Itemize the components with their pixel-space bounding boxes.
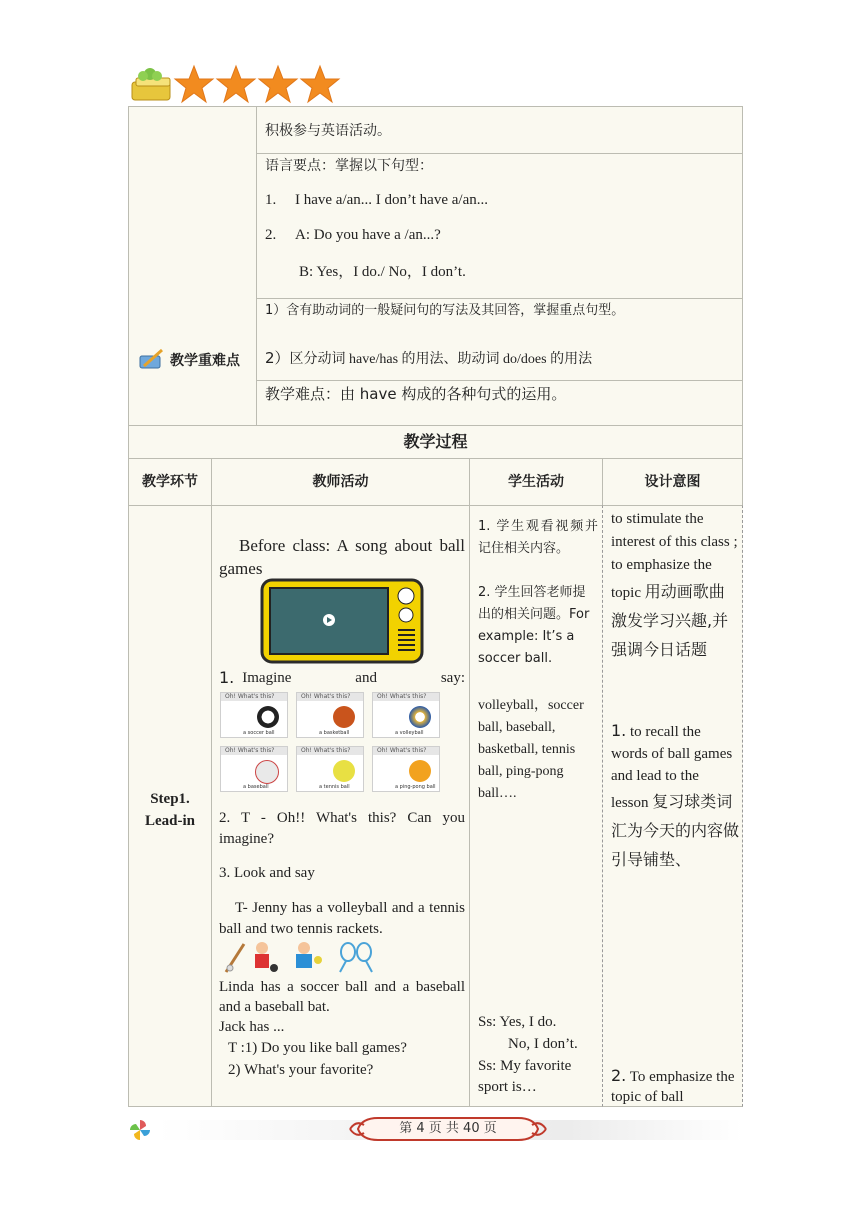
col-header-step (128, 458, 212, 506)
key-point-2-text: 区分动词 have/has 的用法、助动词 do/does 的用法 (289, 352, 593, 367)
basketball-icon (333, 706, 355, 728)
key-points-cell (256, 298, 743, 381)
student-item-1: 1. 学生观看视频并记住相关内容。 (478, 519, 598, 556)
jenny-text: T- Jenny has a volleyball and a tennis ball and two tennis rackets. (219, 900, 465, 937)
pattern-1: I have a/an... I don’t have a/an... (295, 192, 488, 208)
pattern-2-answer: B: Yes，I do./ No，I don’t. (299, 264, 466, 280)
sports-kids-illustration (222, 938, 382, 976)
thumb-label: a volleyball (395, 730, 424, 736)
key-point-2-number: 2） (265, 349, 290, 367)
design-intent-cell (602, 505, 743, 1107)
student-ball-words: volleyball，soccer ball, baseball, basketball, tennis ball, ping-pong ball…. (478, 698, 584, 801)
student-item-2: 2. 学生回答老师提出的相关问题。For example: It’s a soccer ball. (478, 585, 590, 666)
design-intent-2 (611, 720, 739, 874)
thumb-title: Oh! What's this? (221, 747, 287, 755)
objective-text: 积极参与英语活动。 (265, 123, 391, 139)
tv-video-icon (260, 578, 424, 664)
step1-label-cell (128, 505, 212, 1107)
difficulty-text: 教学难点：由 have 构成的各种句式的运用。 (265, 385, 567, 403)
design-intent-1-cn: 用动画歌曲激发学习兴趣,并强调今日话题 (611, 582, 729, 659)
key-point-2 (265, 347, 592, 371)
thumb-title: Oh! What's this? (297, 693, 363, 701)
imagine-line (219, 667, 465, 689)
pattern-1-number: 1. (265, 192, 277, 208)
imagine-text: Imagine and say: (242, 670, 465, 686)
pattern-2-number: 2. (265, 227, 277, 243)
student-answer-3: Ss: My favorite sport is… (478, 1058, 572, 1095)
footer (128, 1114, 743, 1146)
pinwheel-icon (128, 1118, 152, 1142)
step1-label (129, 788, 211, 832)
thumb-pingpong (372, 746, 440, 792)
thumb-tennis (296, 746, 364, 792)
difficulty-cell (256, 380, 743, 426)
language-points-heading: 语言要点：掌握以下句型： (265, 158, 433, 174)
design-intent-3-en: To emphasize the topic of ball (611, 1069, 735, 1105)
page-number: 第 4 页 共 40 页 (399, 1121, 497, 1136)
thumb-title: Oh! What's this? (221, 693, 287, 701)
tennis-ball-icon (333, 760, 355, 782)
col-header-step-text: 教学环节 (142, 474, 198, 490)
process-title: 教学过程 (403, 432, 468, 451)
thumb-title: Oh! What's this? (373, 747, 439, 755)
teacher-activity-cell (211, 505, 470, 1107)
thumb-soccer (220, 692, 288, 738)
col-header-teacher (211, 458, 470, 506)
design-intent-2-en: to recall the words of ball games and lead to the lesson (611, 724, 733, 811)
thumb-label: a basketball (319, 730, 350, 736)
ping-pong-ball-icon (409, 760, 431, 782)
baseball-icon (255, 760, 279, 784)
pencil-book-icon (138, 348, 166, 372)
jack-text: Jack has ... (219, 1019, 285, 1035)
col-header-design (602, 458, 743, 506)
col-header-teacher-text: 教师活动 (312, 474, 369, 490)
key-difficult-label (138, 348, 240, 372)
objective-cell (256, 106, 743, 154)
thumb-title: Oh! What's this? (297, 747, 363, 755)
book-clover-icon (128, 62, 348, 106)
question-2: 2) What's your favorite? (228, 1062, 374, 1078)
left-label-cell (128, 106, 257, 426)
imagine-number: 1. (219, 668, 235, 687)
key-difficult-label-text: 教学重难点 (170, 353, 240, 369)
thumb-label: a baseball (243, 784, 269, 790)
thumb-label: a tennis ball (319, 784, 350, 790)
step1-label-line2: Lead-in (144, 813, 195, 829)
design-intent-1-en: to stimulate the interest of this class ; to emphasize the topic (611, 511, 738, 601)
design-intent-2-cn: 复习球类词汇为今天的内容做引导铺垫、 (611, 792, 740, 869)
student-answer-1: Ss: Yes, I do. (478, 1014, 557, 1030)
design-intent-3 (611, 1066, 739, 1107)
language-points-cell (256, 153, 743, 299)
thumb-volleyball (372, 692, 440, 738)
col-header-design-text: 设计意图 (644, 474, 701, 490)
thumb-baseball (220, 746, 288, 792)
design-intent-3-number: 2. (611, 1066, 627, 1085)
thumb-label: a ping-pong ball (395, 784, 436, 790)
footer-badge (348, 1116, 548, 1142)
col-header-student (469, 458, 603, 506)
video-tv (260, 578, 424, 664)
step1-label-line1: Step1. (150, 791, 190, 807)
soccer-ball-icon (257, 706, 279, 728)
design-intent-1 (611, 508, 739, 664)
question-1: T :1) Do you like ball games? (228, 1040, 407, 1056)
col-header-student-text: 学生活动 (508, 474, 564, 490)
teacher-item-2: 2. T - Oh!! What's this? Can you imagine? (219, 810, 465, 847)
thumb-basketball (296, 692, 364, 738)
key-point-1: 1）含有助动词的一般疑问句的写法及其回答，掌握重点句型。 (265, 303, 625, 318)
linda-text: Linda has a soccer ball and a baseball and a baseball bat. (219, 979, 465, 1015)
process-title-row (128, 425, 743, 459)
before-class-text: Before class: A song about ball games (219, 536, 465, 578)
teacher-item-3: 3. Look and say (219, 865, 315, 881)
student-activity-cell (469, 505, 603, 1107)
volleyball-icon (409, 706, 431, 728)
header-decoration (128, 62, 348, 106)
thumb-title: Oh! What's this? (373, 693, 439, 701)
thumb-label: a soccer ball (243, 730, 275, 736)
kids-sports-icon (222, 938, 382, 976)
pattern-2: A: Do you have a /an...? (295, 227, 441, 243)
design-intent-2-number: 1. (611, 721, 627, 740)
student-answer-2: No, I don’t. (508, 1036, 578, 1052)
